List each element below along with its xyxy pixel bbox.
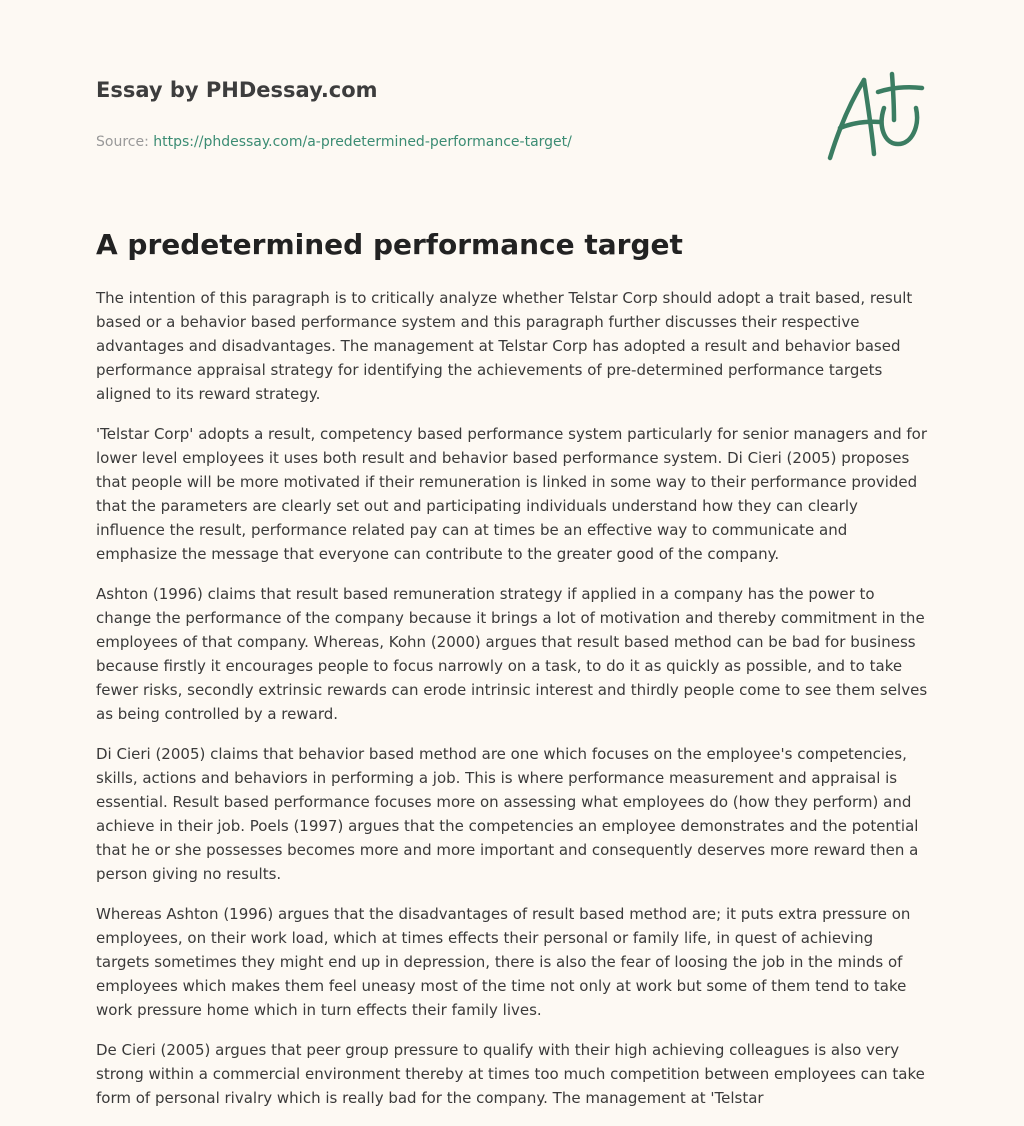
source-line	[96, 132, 716, 152]
page-header	[96, 74, 716, 152]
essay-article	[96, 222, 930, 1126]
source-link[interactable]: https://phdessay.com/a-predetermined-performance-target/	[153, 134, 572, 150]
essay-paragraph: The intention of this paragraph is to critically analyze whether Telstar Corp should adopt a trait based, result based or a behavior based performance system and this paragraph further discusses their respective advantages and disadvantages. The management at Telstar Corp has adopted a result and behavior based performance appraisal strategy for identifying the achievements of pre-determined performance targets aligned to its reward strategy.	[96, 289, 913, 403]
essay-title: A predetermined performance target	[96, 228, 683, 261]
a-plus-grade-icon	[822, 66, 930, 166]
essay-paragraph: Di Cieri (2005) claims that behavior based method are one which focuses on the employee's competencies, skills, actions and behaviors in performing a job. This is where performance measurement and appraisal is essential. Result based performance focuses more on assessing what employees do (how they perform) and achieve in their job. Poels (1997) argues that the competencies an employee demonstrates and the potential that he or she possesses becomes more and more important and consequently deserves more reward then a person giving no results.	[96, 745, 919, 883]
source-label: Source:	[96, 134, 149, 150]
essay-paragraph: De Cieri (2005) argues that peer group pressure to qualify with their high achieving colleagues is also very strong within a commercial environment thereby at times too much competition between employees can take form of personal rivalry which is really bad for the company. The management at 'Telstar	[96, 1041, 925, 1107]
essay-paragraph: Ashton (1996) claims that result based remuneration strategy if applied in a company has the power to change the performance of the company because it brings a lot of motivation and thereby commitment in the employees of that company. Whereas, Kohn (2000) argues that result based method can be bad for business because firstly it encourages people to focus narrowly on a task, to do it as quickly as possible, and to take fewer risks, secondly extrinsic rewards can erode intrinsic interest and thirdly people come to see them selves as being controlled by a reward.	[96, 585, 928, 723]
essay-paragraph: Whereas Ashton (1996) argues that the disadvantages of result based method are; it puts extra pressure on employees, on their work load, which at times effects their personal or family life, in quest of achieving targets sometimes they might end up in depression, there is also the fear of loosing the job in the minds of employees which makes them feel uneasy most of the time not only at work but some of them tend to take work pressure home which in turn effects their family lives.	[96, 905, 911, 1019]
essay-paragraph: 'Telstar Corp' adopts a result, competency based performance system particularly for senior managers and for lower level employees it uses both result and behavior based performance system. Di Cieri (2005) proposes that people will be more motivated if their remuneration is linked in some way to their performance provided that the parameters are clearly set out and participating individuals understand how they can clearly influence the result, performance related pay can at times be an effective way to communicate and emphasize the message that everyone can contribute to the greater good of the company.	[96, 425, 928, 563]
site-brand[interactable]: Essay by PHDessay.com	[96, 78, 378, 102]
